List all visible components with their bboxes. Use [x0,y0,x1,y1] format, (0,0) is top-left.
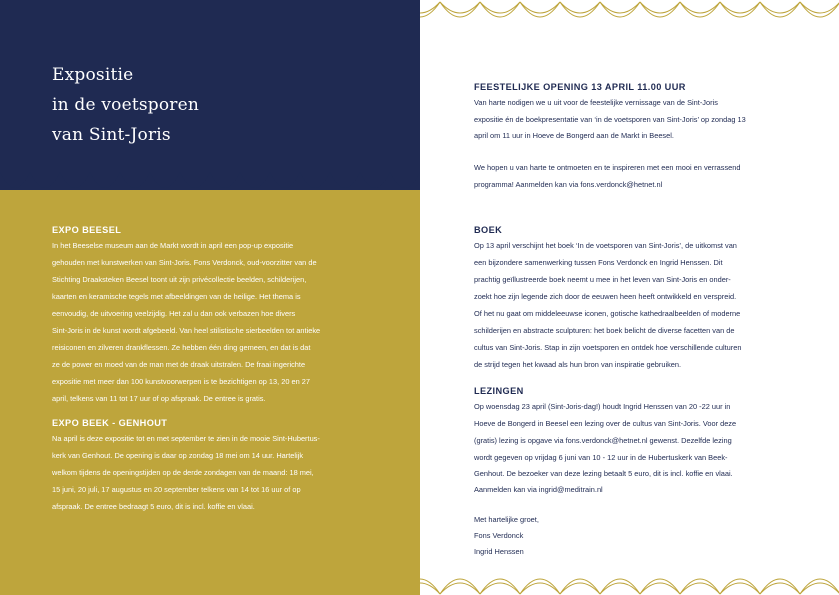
scallop-arc [560,2,600,13]
boek-line: cultus van Sint-Joris. Stap in zijn voetsporen en ontdek hoe verschillende culturen [474,343,742,352]
scallop-arc [480,583,520,594]
lezingen-line: Aanmelden kan via ingrid@meditrain.nl [474,485,603,494]
scallop-arc [520,2,560,13]
boek-line: prachtig geïllustreerde boek neemt u mee in het leven van Sint-Joris en onder- [474,275,731,284]
expo-beek-heading: EXPO BEEK - GENHOUT [52,418,168,428]
scallop-arc [720,583,760,594]
scallop-arc [600,583,640,594]
expo-beesel-line: ze de power en moed van de man met de draak uitstralen. De fraai ingerichte [52,360,306,369]
boek-line: een bijzondere samenwerking tussen Fons Verdonck en Ingrid Henssen. Dit [474,258,723,267]
expo-beek-line: welkom tijdens de openingstijden op de derde zondagen van de maand: 18 mei, [52,468,314,477]
scallop-arc [680,2,720,13]
closing-name: Ingrid Henssen [474,547,524,556]
scallop-arc [800,2,839,13]
scallop-arc [640,2,680,17]
scallop-arc [760,583,800,594]
scallop-arc [560,579,600,594]
page-title-line-3: van Sint-Joris [52,125,171,145]
scallop-arc [440,583,480,594]
opening-line: expositie én de boekpresentatie van ‘in de voetsporen van Sint-Joris’ op zondag 13 [474,115,746,124]
lezingen-line: Op woensdag 23 april (Sint-Joris-dag!) houdt Ingrid Henssen van 20 -22 uur in [474,402,731,411]
opening-heading: FEESTELIJKE OPENING 13 APRIL 11.00 UUR [474,82,686,92]
scallop-arc [600,2,640,17]
scallop-arc [640,2,680,13]
scallop-arc [420,583,440,594]
scallop-arc [440,579,480,594]
expo-beesel-line: eenvoudig, de uitvoering veelzijdig. Het zal u dan ook verbazen hoe divers [52,309,296,318]
scallop-arc [760,2,800,17]
expo-beek-line: kerk van Genhout. De opening is daar op zondag 18 mei om 14 uur. Hartelijk [52,451,304,460]
scallop-arc [640,583,680,594]
opening-line: We hopen u van harte te ontmoeten en te inspireren met een mooi en verrassend [474,163,741,172]
scallop-arc [640,579,680,594]
scallop-arc [800,583,839,594]
expo-beesel-line: expositie met meer dan 100 kunstvoorwerpen is te bezichtigen op 13, 20 en 27 [52,377,311,386]
scallop-arc [760,2,800,13]
expo-beesel-line: In het Beeselse museum aan de Markt wordt in april een pop-up expositie [52,241,294,250]
lezingen-line: wordt gegeven op vrijdag 6 juni van 10 - 12 uur in de Hubertuskerk van Beek- [474,453,728,462]
expo-beesel-heading: EXPO BEESEL [52,225,122,235]
scallop-arc [760,579,800,594]
scallop-arc [600,2,640,13]
expo-beesel-line: reisiconen en zilveren drankflessen. Ze hebben één ding gemeen, en dat is dat [52,343,311,352]
opening-line: programma! Aanmelden kan via fons.verdonck@hetnet.nl [474,180,663,189]
scallop-arc [440,2,480,17]
expo-beek-line: afspraak. De entree bedraagt 5 euro, dit is incl. koffie en vlaai. [52,502,255,511]
scallop-arc [560,583,600,594]
closing-name: Fons Verdonck [474,531,524,540]
scallop-arc [800,579,839,594]
boek-line: de strijd tegen het kwaad als hun bron van inspiratie gebruiken. [474,360,682,369]
scallop-arc [720,579,760,594]
scallop-arc [420,2,440,13]
lezingen-heading: LEZINGEN [474,386,524,396]
boek-heading: BOEK [474,225,503,235]
scallop-arc [480,2,520,17]
scallop-arc [480,579,520,594]
expo-beesel-line: april, telkens van 11 tot 17 uur of op afspraak. De entree is gratis. [52,394,266,403]
expo-beek-line: Na april is deze expositie tot en met september te zien in de mooie Sint-Hubertus- [52,434,320,443]
closing-greeting: Met hartelijke groet, [474,515,539,524]
page-title-line-1: Expositie [52,65,134,85]
scallop-arc [600,579,640,594]
boek-line: zoekt hoe zijn legende zich door de eeuwen heen heeft ontwikkeld en verspreid. [474,292,737,301]
scallop-shape [0,172,420,188]
scallop-arc [420,2,440,17]
scallop-arc [520,583,560,594]
scallop-arc [720,2,760,13]
scallop-border-top [420,0,839,34]
scallop-arc [800,2,839,17]
page-title-line-2: in de voetsporen [52,95,200,115]
scallop-arc [440,2,480,13]
scallop-arc [560,2,600,17]
boek-line: Of het nu gaat om middeleeuwse iconen, gotische kathedraalbeelden of moderne [474,309,741,318]
scallop-arc [520,579,560,594]
scallop-arc [680,583,720,594]
scallop-border-left [0,172,420,198]
lezingen-line: Hoeve de Bongerd in Beesel een lezing over de cultus van Sint-Joris. Voor deze [474,419,737,428]
scallop-border-bottom [420,558,839,595]
lezingen-line: Genhout. De bezoeker van deze lezing betaalt 5 euro, dit is incl. koffie en vlaai. [474,469,733,478]
expo-beesel-line: Sint-Joris in de kunst wordt afgebeeld. Van heel stilistische sierbeelden tot antieke [52,326,321,335]
scallop-arc [720,2,760,17]
expo-beesel-line: gehouden met kunstwerken van Sint-Joris. Fons Verdonck, oud-voorzitter van de [52,258,317,267]
scallop-arc [520,2,560,17]
scallop-arc [420,579,440,594]
boek-line: schilderijen en abstracte sculpturen: het boek belicht de diverse facetten van de [474,326,735,335]
expo-beek-line: 15 juni, 20 juli, 17 augustus en 20 september telkens van 14 tot 16 uur of op [52,485,301,494]
expo-beesel-line: Stichting Draaksteken Beesel toont uit zijn privécollectie beelden, schilderijen, [52,275,307,284]
scallop-arc [480,2,520,13]
scallop-arc [680,579,720,594]
expo-beesel-line: kaarten en keramische tegels met afbeeldingen van de heilige. Het thema is [52,292,301,301]
scallop-arc [680,2,720,17]
boek-line: Op 13 april verschijnt het boek ‘In de voetsporen van Sint-Joris’, de uitkomst van [474,241,737,250]
opening-line: Van harte nodigen we u uit voor de feestelijke vernissage van de Sint-Joris [474,98,718,107]
opening-line: april om 11 uur in Hoeve de Bongerd aan de Markt in Beesel. [474,131,674,140]
lezingen-line: (gratis) lezing is opgave via fons.verdonck@hetnet.nl gewenst. Dezelfde lezing [474,436,732,445]
